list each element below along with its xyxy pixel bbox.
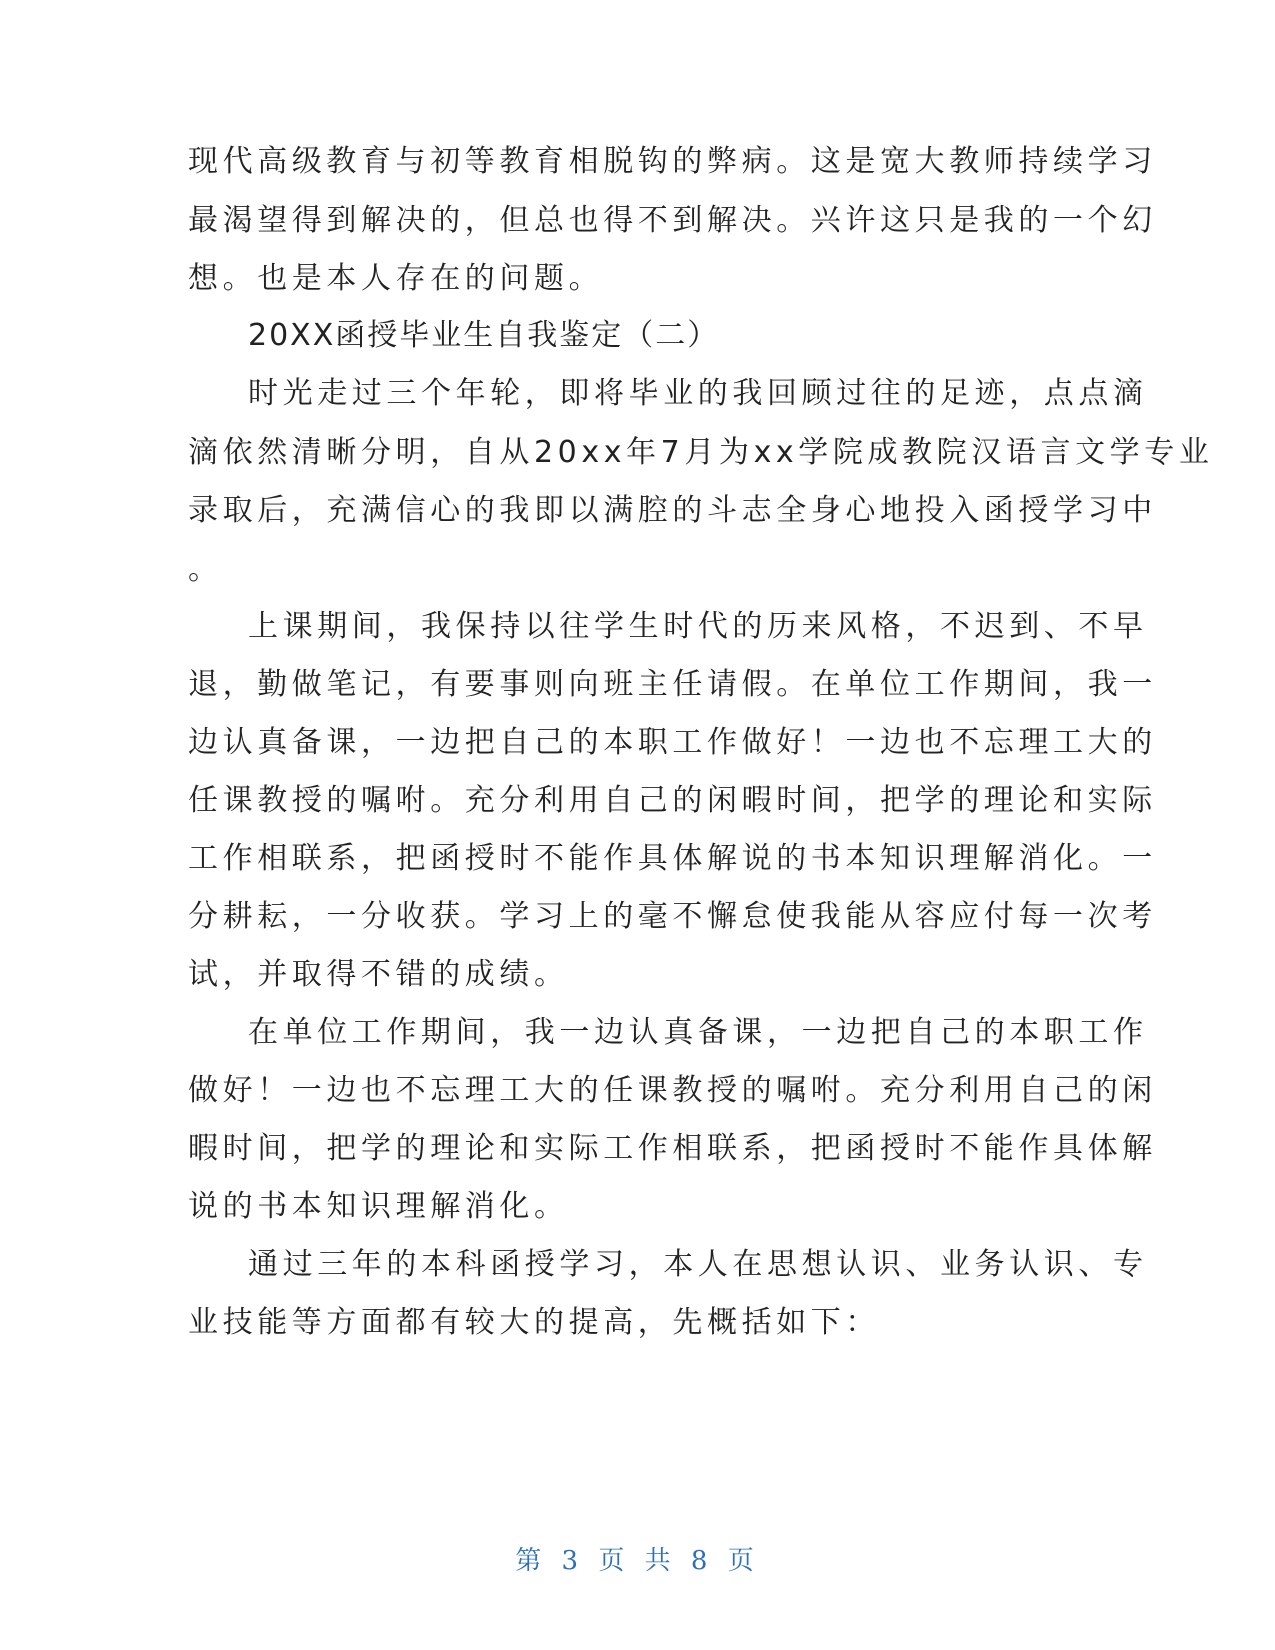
text-line: 。 — [188, 552, 223, 587]
text-line: 通过三年的本科函授学习，本人在思想认识、业务认识、专 — [248, 1247, 1148, 1282]
text-line: 录取后，充满信心的我即以满腔的斗志全身心地投入函授学习中 — [188, 493, 1157, 528]
text-line: 暇时间，把学的理论和实际工作相联系，把函授时不能作具体解 — [188, 1131, 1157, 1166]
text-line: 做好！一边也不忘理工大的任课教授的嘱咐。充分利用自己的闲 — [188, 1073, 1157, 1108]
page-number-footer: 第 3 页 共 8 页 — [515, 1546, 760, 1576]
text-line: 试，并取得不错的成绩。 — [188, 957, 569, 992]
text-line: 任课教授的嘱咐。充分利用自己的闲暇时间，把学的理论和实际 — [188, 783, 1157, 818]
text-line: 说的书本知识理解消化。 — [188, 1189, 569, 1224]
text-line: 分耕耘，一分收获。学习上的毫不懈怠使我能从容应付每一次考 — [188, 899, 1157, 934]
text-line: 退，勤做笔记，有要事则向班主任请假。在单位工作期间，我一 — [188, 667, 1157, 702]
text-line: 上课期间，我保持以往学生时代的历来风格，不迟到、不早 — [248, 609, 1148, 644]
text-line: 现代高级教育与初等教育相脱钩的弊病。这是宽大教师持续学习 — [188, 144, 1157, 179]
text-line: 想。也是本人存在的问题。 — [188, 261, 604, 296]
text-line: 最渴望得到解决的，但总也得不到解决。兴许这只是我的一个幻 — [188, 203, 1157, 238]
text-line: 业技能等方面都有较大的提高，先概括如下： — [188, 1305, 880, 1340]
text-line: 在单位工作期间，我一边认真备课，一边把自己的本职工作 — [248, 1015, 1148, 1050]
text-line: 工作相联系，把函授时不能作具体解说的书本知识理解消化。一 — [188, 841, 1157, 876]
section-heading: 20XX函授毕业生自我鉴定（二） — [248, 318, 720, 353]
text-line: 边认真备课，一边把自己的本职工作做好！一边也不忘理工大的 — [188, 725, 1157, 760]
text-line: 滴依然清晰分明，自从20xx年7月为xx学院成教院汉语言文学专业 — [188, 435, 1214, 470]
text-line: 时光走过三个年轮，即将毕业的我回顾过往的足迹，点点滴 — [248, 376, 1148, 411]
